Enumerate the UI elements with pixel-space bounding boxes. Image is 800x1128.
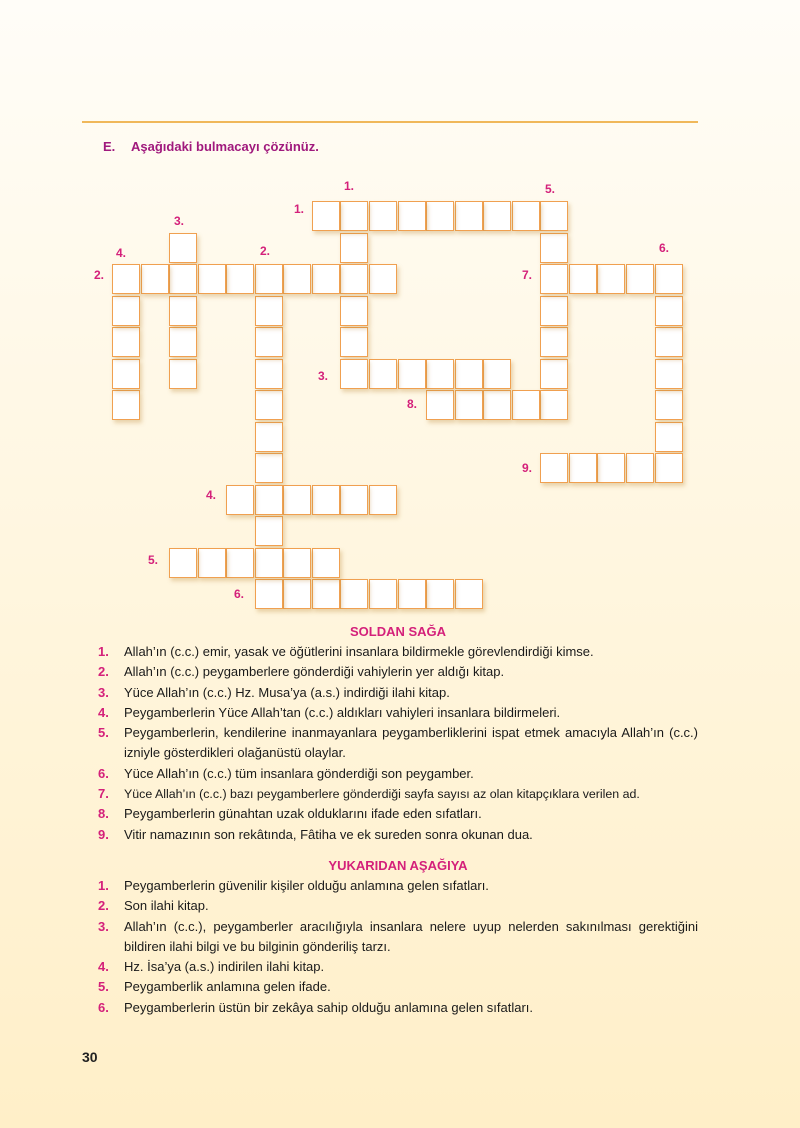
clue-item	[98, 917, 698, 958]
crossword-cell[interactable]	[655, 422, 683, 452]
clue-number: 1.	[98, 878, 109, 893]
crossword-cell[interactable]	[455, 390, 483, 420]
crossword-cell[interactable]	[226, 548, 254, 578]
crossword-cell[interactable]	[340, 201, 368, 231]
clue-item	[98, 957, 698, 977]
crossword-cell[interactable]	[655, 327, 683, 357]
crossword-cell[interactable]	[540, 453, 568, 483]
clue-text: Allah’ın (c.c.) emir, yasak ve öğütlerini insanlara bildirmekle görevlendirdiği kimse.	[124, 644, 594, 659]
clue-number-label: 2.	[94, 268, 105, 282]
clue-item	[98, 784, 698, 804]
clue-item	[98, 804, 698, 824]
crossword-cell[interactable]	[483, 390, 511, 420]
clue-text: Yüce Allah’ın (c.c.) bazı peygamberlere gönderdiği sayfa sayısı az olan kitapçıklara verilen ad.	[124, 787, 640, 802]
crossword-cell[interactable]	[426, 201, 454, 231]
crossword-cell[interactable]	[312, 201, 340, 231]
crossword-cell[interactable]	[398, 579, 426, 609]
crossword-cell[interactable]	[369, 264, 397, 294]
clue-number-label: 5.	[545, 182, 556, 196]
crossword-cell[interactable]	[169, 233, 197, 263]
across-title: SOLDAN SAĞA	[349, 624, 447, 639]
crossword-cell[interactable]	[112, 296, 140, 326]
clue-text: Allah’ın (c.c.) peygamberlere gönderdiği vahiylerin yer aldığı kitap.	[124, 664, 505, 680]
crossword-cell[interactable]	[398, 359, 426, 389]
crossword-cell[interactable]	[626, 453, 654, 483]
clue-text: Peygamberlik anlamına gelen ifade.	[124, 979, 331, 995]
clue-number: 4.	[98, 959, 109, 975]
crossword-cell[interactable]	[369, 201, 397, 231]
clue-number: 3.	[98, 684, 109, 700]
crossword-cell[interactable]	[512, 390, 540, 420]
down-title: YUKARIDAN AŞAĞIYA	[328, 858, 468, 873]
crossword-cell[interactable]	[255, 516, 283, 546]
clue-item	[98, 703, 698, 723]
clue-number-label: 9.	[522, 461, 533, 475]
clue-item	[98, 683, 698, 703]
crossword-cell[interactable]	[312, 579, 340, 609]
crossword-cell[interactable]	[626, 264, 654, 294]
clue-number-label: 5.	[148, 553, 159, 567]
clue-item	[98, 876, 698, 896]
crossword-cell[interactable]	[369, 579, 397, 609]
clue-number-label: 7.	[522, 268, 533, 282]
across-clues	[98, 624, 698, 845]
crossword-cell[interactable]	[283, 485, 311, 515]
clue-number-label: 8.	[407, 397, 418, 411]
crossword-cell[interactable]	[198, 548, 226, 578]
clue-number-label: 1.	[344, 179, 355, 193]
crossword-cell[interactable]	[426, 579, 454, 609]
clue-text: Peygamberlerin günahtan uzak olduklarını ifade eden sıfatları.	[124, 806, 482, 822]
crossword-cell[interactable]	[483, 201, 511, 231]
crossword-cell[interactable]	[569, 264, 597, 294]
crossword-cell[interactable]	[597, 264, 625, 294]
clue-number: 4.	[98, 704, 109, 720]
crossword-cell[interactable]	[169, 359, 197, 389]
exercise-title: Aşağıdaki bulmacayı çözünüz.	[131, 139, 319, 154]
clue-number: 1.	[98, 644, 109, 659]
crossword-cell[interactable]	[169, 264, 197, 294]
crossword-cell[interactable]	[112, 390, 140, 420]
crossword-cell[interactable]	[655, 453, 683, 483]
crossword-cell[interactable]	[141, 264, 169, 294]
clue-number-label: 3.	[174, 214, 185, 228]
crossword-cell[interactable]	[255, 390, 283, 420]
crossword-cell[interactable]	[312, 548, 340, 578]
crossword-cell[interactable]	[340, 296, 368, 326]
clue-number-label: 6.	[659, 241, 670, 255]
clue-item	[98, 764, 698, 784]
clue-number-label: 2.	[260, 244, 271, 258]
clue-number: 2.	[98, 898, 109, 914]
crossword-cell[interactable]	[655, 390, 683, 420]
crossword-cell[interactable]	[312, 264, 340, 294]
exercise-letter: E.	[103, 139, 116, 154]
crossword-cell[interactable]	[655, 359, 683, 389]
crossword-cell[interactable]	[540, 233, 568, 263]
crossword-cell[interactable]	[340, 264, 368, 294]
crossword-cell[interactable]	[569, 453, 597, 483]
clue-number-label: 4.	[206, 488, 217, 502]
crossword-cell[interactable]	[340, 579, 368, 609]
crossword-cell[interactable]	[112, 359, 140, 389]
crossword-cell[interactable]	[283, 548, 311, 578]
clue-number: 8.	[98, 806, 109, 822]
crossword-cell[interactable]	[455, 579, 483, 609]
clue-number: 6.	[98, 765, 109, 781]
crossword-cell[interactable]	[655, 264, 683, 294]
crossword-cell[interactable]	[540, 359, 568, 389]
crossword-cell[interactable]	[283, 264, 311, 294]
crossword-cell[interactable]	[255, 548, 283, 578]
clue-text: Hz. İsa’ya (a.s.) indirilen ilahi kitap.	[124, 959, 325, 975]
clue-number: 7.	[98, 786, 109, 802]
crossword-cell[interactable]	[112, 264, 140, 294]
crossword-cell[interactable]	[255, 359, 283, 389]
page-number: 30	[82, 1049, 98, 1065]
crossword-cell[interactable]	[398, 201, 426, 231]
clue-number-label: 4.	[116, 246, 127, 260]
clue-item	[98, 723, 698, 764]
clue-number: 9.	[98, 826, 109, 842]
crossword-cell[interactable]	[540, 296, 568, 326]
crossword-cell[interactable]	[255, 579, 283, 609]
clue-item	[98, 662, 698, 682]
crossword-cell[interactable]	[255, 264, 283, 294]
clue-item	[98, 998, 698, 1018]
crossword-cell[interactable]	[340, 233, 368, 263]
crossword-cell[interactable]	[540, 327, 568, 357]
crossword-cell[interactable]	[597, 453, 625, 483]
crossword-cell[interactable]	[283, 579, 311, 609]
crossword-cell[interactable]	[312, 485, 340, 515]
crossword-cell[interactable]	[426, 359, 454, 389]
crossword-cell[interactable]	[483, 359, 511, 389]
crossword-cell[interactable]	[426, 390, 454, 420]
crossword-cell[interactable]	[340, 485, 368, 515]
clue-text: Yüce Allah’ın (c.c.) Hz. Musa’ya (a.s.) indirdiği ilahi kitap.	[124, 684, 450, 700]
clue-item	[98, 896, 698, 916]
crossword-cell[interactable]	[255, 485, 283, 515]
clue-item	[98, 825, 698, 845]
crossword-cell[interactable]	[198, 264, 226, 294]
crossword-cell[interactable]	[540, 264, 568, 294]
crossword-cell[interactable]	[255, 422, 283, 452]
clue-number: 2.	[98, 664, 109, 680]
crossword-cell[interactable]	[369, 359, 397, 389]
clue-text: Son ilahi kitap.	[124, 898, 209, 914]
clue-number: 6.	[98, 999, 109, 1015]
crossword-cell[interactable]	[226, 264, 254, 294]
crossword-cell[interactable]	[226, 485, 254, 515]
clue-text: Yüce Allah’ın (c.c.) tüm insanlara gönderdiği son peygamber.	[124, 765, 474, 781]
crossword-cell[interactable]	[369, 485, 397, 515]
clue-number: 5.	[98, 725, 109, 741]
crossword-cell[interactable]	[255, 296, 283, 326]
crossword-cell[interactable]	[655, 296, 683, 326]
crossword-cell[interactable]	[255, 327, 283, 357]
clue-number: 5.	[98, 979, 109, 995]
crossword-cell[interactable]	[169, 327, 197, 357]
clue-item	[98, 642, 698, 662]
crossword-cell[interactable]	[169, 548, 197, 578]
clue-text: Peygamberlerin, kendilerine inanmayanlara peygamberliklerini ispat etmek amacıyla Allah’ın (c.c.) izniyle gösterdikleri olağanüstü olaylar.	[124, 725, 698, 761]
clue-text: Peygamberlerin Yüce Allah’tan (c.c.) aldıkları vahiyleri insanlara bildirmeleri.	[124, 704, 561, 720]
clue-number-label: 3.	[318, 369, 329, 383]
clue-number: 3.	[98, 918, 109, 934]
crossword-cell[interactable]	[455, 359, 483, 389]
clue-item	[98, 977, 698, 997]
crossword-cell[interactable]	[540, 390, 568, 420]
crossword-cell[interactable]	[540, 201, 568, 231]
crossword-cell[interactable]	[112, 327, 140, 357]
crossword-cell[interactable]	[255, 453, 283, 483]
crossword-cell[interactable]	[455, 201, 483, 231]
clue-text: Peygamberlerin üstün bir zekâya sahip olduğu anlamına gelen sıfatları.	[124, 999, 534, 1015]
clue-number-label: 6.	[234, 587, 245, 601]
crossword-cell[interactable]	[340, 327, 368, 357]
down-clues	[98, 858, 698, 1018]
crossword-cell[interactable]	[169, 296, 197, 326]
crossword-cell[interactable]	[512, 201, 540, 231]
clue-number-label: 1.	[294, 202, 305, 216]
clue-text: Peygamberlerin güvenilir kişiler olduğu anlamına gelen sıfatları.	[124, 878, 489, 893]
crossword-cell[interactable]	[340, 359, 368, 389]
clue-text: Allah’ın (c.c.), peygamberler aracılığıyla insanlara nelere uyup nelerden sakınılması gerektiğini bildiren ilahi bilgi ve bu bilginin gönderiliş tarzı.	[124, 918, 698, 954]
clue-text: Vitir namazının son rekâtında, Fâtiha ve ek sureden sonra okunan dua.	[124, 826, 533, 842]
